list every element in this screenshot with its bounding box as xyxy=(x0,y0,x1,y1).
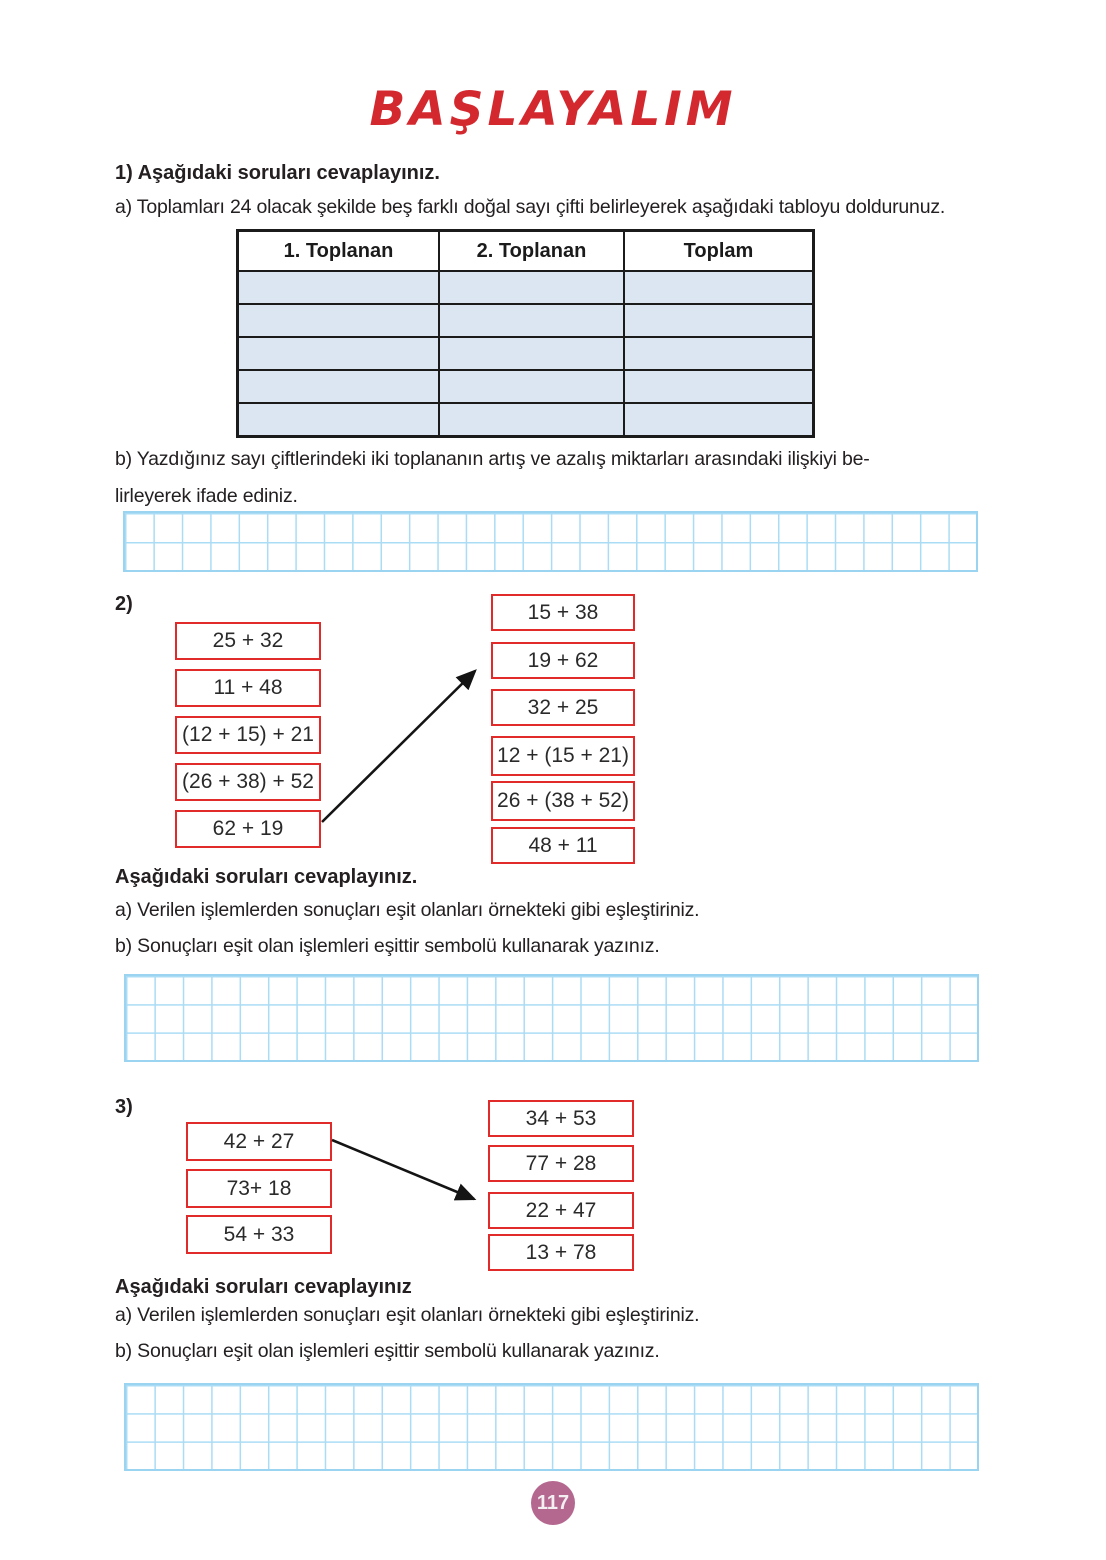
table-header-toplanan1: 1. Toplanan xyxy=(238,231,440,272)
table-cell-empty[interactable] xyxy=(624,337,814,370)
table-cell-empty[interactable] xyxy=(439,403,624,437)
expr-box-q3-right[interactable]: 13 + 78 xyxy=(488,1234,634,1271)
q2-heading: Aşağıdaki soruları cevaplayınız. xyxy=(115,866,418,888)
table-row xyxy=(238,337,814,370)
table-cell-empty[interactable] xyxy=(624,370,814,403)
expr-box-q2-left[interactable]: (26 + 38) + 52 xyxy=(175,763,321,801)
match-arrow-q3-example xyxy=(332,1140,474,1199)
expr-box-q2-left[interactable]: 25 + 32 xyxy=(175,622,321,660)
expr-box-q2-left[interactable]: 62 + 19 xyxy=(175,810,321,848)
match-arrow-q2-example xyxy=(322,671,475,822)
table-header-toplam: Toplam xyxy=(624,231,814,272)
table-header-row xyxy=(238,231,814,272)
q3-heading: Aşağıdaki soruları cevaplayınız xyxy=(115,1276,412,1298)
expr-box-q3-left[interactable]: 54 + 33 xyxy=(186,1215,332,1254)
expr-box-q2-right[interactable]: 48 + 11 xyxy=(491,827,635,864)
table-cell-empty[interactable] xyxy=(238,403,440,437)
table-cell-empty[interactable] xyxy=(439,337,624,370)
q1-heading: 1) Aşağıdaki soruları cevaplayınız. xyxy=(115,162,440,184)
q3-part-b: b) Sonuçları eşit olan işlemleri eşittir sembolü kullanarak yazınız. xyxy=(115,1340,660,1362)
page-number-badge: 117 xyxy=(531,1481,575,1525)
q2-part-a: a) Verilen işlemlerden sonuçları eşit olanları örnekteki gibi eşleştiriniz. xyxy=(115,899,700,921)
table-cell-empty[interactable] xyxy=(238,337,440,370)
table-row xyxy=(238,304,814,337)
table-cell-empty[interactable] xyxy=(624,304,814,337)
expr-box-q2-right[interactable]: 26 + (38 + 52) xyxy=(491,781,635,821)
table-header-toplanan2: 2. Toplanan xyxy=(439,231,624,272)
q2-label: 2) xyxy=(115,593,133,615)
q1-part-a: a) Toplamları 24 olacak şekilde beş farklı doğal sayı çifti belirleyerek aşağıdaki tabloyu doldurunuz. xyxy=(115,196,946,218)
expr-box-q3-right[interactable]: 34 + 53 xyxy=(488,1100,634,1137)
table-row xyxy=(238,403,814,437)
expr-box-q2-left[interactable]: 11 + 48 xyxy=(175,669,321,707)
table-row xyxy=(238,370,814,403)
q3-label: 3) xyxy=(115,1096,133,1118)
table-cell-empty[interactable] xyxy=(624,271,814,304)
answer-grid-q1b[interactable] xyxy=(123,511,978,572)
table-cell-empty[interactable] xyxy=(439,304,624,337)
q1-part-b-line1: b) Yazdığınız sayı çiftlerindeki iki toplananın artış ve azalış miktarları arasındaki ilişkiyi be- xyxy=(115,448,870,470)
answer-grid-q3b[interactable] xyxy=(124,1383,979,1471)
table-cell-empty[interactable] xyxy=(439,370,624,403)
table-cell-empty[interactable] xyxy=(624,403,814,437)
expr-box-q2-right[interactable]: 12 + (15 + 21) xyxy=(491,736,635,776)
answer-grid-q2b[interactable] xyxy=(124,974,979,1062)
expr-box-q2-left[interactable]: (12 + 15) + 21 xyxy=(175,716,321,754)
expr-box-q3-right[interactable]: 22 + 47 xyxy=(488,1192,634,1229)
expr-box-q3-left[interactable]: 42 + 27 xyxy=(186,1122,332,1161)
expr-box-q2-right[interactable]: 19 + 62 xyxy=(491,642,635,679)
table-cell-empty[interactable] xyxy=(238,271,440,304)
page-title: BAŞLAYALIM xyxy=(369,82,737,137)
table-cell-empty[interactable] xyxy=(238,370,440,403)
expr-box-q2-right[interactable]: 32 + 25 xyxy=(491,689,635,726)
expr-box-q2-right[interactable]: 15 + 38 xyxy=(491,594,635,631)
table-cell-empty[interactable] xyxy=(439,271,624,304)
table-cell-empty[interactable] xyxy=(238,304,440,337)
q1-part-b-line2: lirleyerek ifade ediniz. xyxy=(115,485,298,507)
q3-part-a: a) Verilen işlemlerden sonuçları eşit olanları örnekteki gibi eşleştiriniz. xyxy=(115,1304,700,1326)
expr-box-q3-left[interactable]: 73+ 18 xyxy=(186,1169,332,1208)
table-row xyxy=(238,271,814,304)
q2-part-b: b) Sonuçları eşit olan işlemleri eşittir sembolü kullanarak yazınız. xyxy=(115,935,660,957)
expr-box-q3-right[interactable]: 77 + 28 xyxy=(488,1145,634,1182)
q1-answer-table xyxy=(236,229,815,438)
